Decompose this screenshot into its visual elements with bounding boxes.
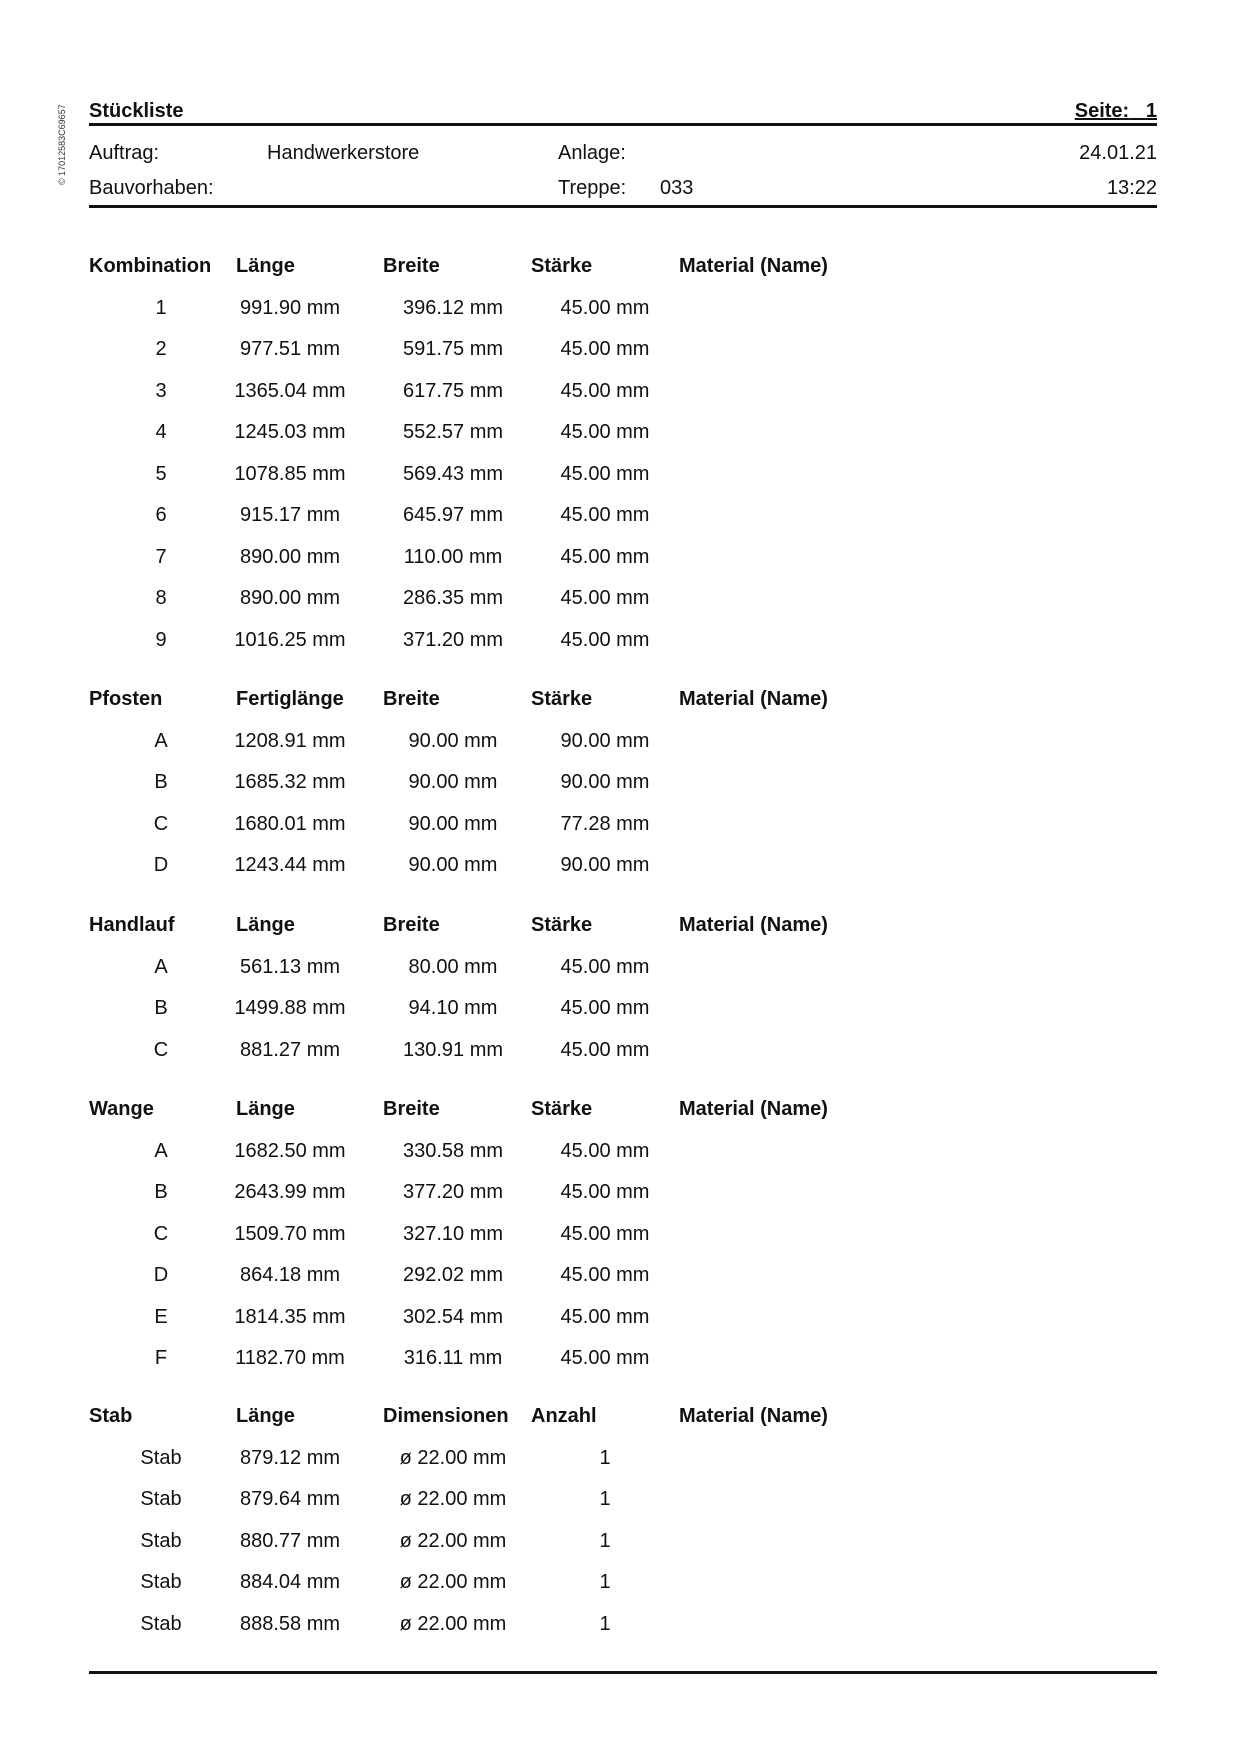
table-cell: ø 22.00 mm xyxy=(399,1446,507,1469)
treppe-value: 033 xyxy=(660,177,694,199)
date: 24.01.21 xyxy=(1079,142,1157,164)
table-cell: 6 xyxy=(155,504,167,526)
table-cell: B xyxy=(154,997,168,1019)
table-cell: 4 xyxy=(155,421,167,443)
table-cell: 45.00 mm xyxy=(560,1347,650,1369)
column-header: Breite xyxy=(383,255,440,277)
table-cell: C xyxy=(153,1222,169,1245)
table-cell: 45.00 mm xyxy=(560,545,650,568)
column-header: Material (Name) xyxy=(679,914,828,936)
table-cell: 1509.70 mm xyxy=(234,1222,346,1245)
table-cell: ø 22.00 mm xyxy=(399,1571,507,1593)
column-header: Stab xyxy=(89,1405,133,1427)
anlage-label: Anlage: xyxy=(558,142,626,164)
table-cell: 90.00 mm xyxy=(408,771,498,793)
table-cell: Stab xyxy=(140,1529,182,1552)
info-row-2 xyxy=(89,177,1157,201)
table-cell: 1814.35 mm xyxy=(234,1305,346,1328)
column-header: Material (Name) xyxy=(679,255,828,277)
table-row xyxy=(89,297,1157,339)
table-row xyxy=(89,1530,1157,1572)
document-title: Stückliste xyxy=(89,100,184,122)
table-cell: 327.10 mm xyxy=(402,1222,504,1245)
column-header: Material (Name) xyxy=(679,1405,828,1427)
table-cell: 45.00 mm xyxy=(560,421,650,443)
table-cell: 561.13 mm xyxy=(239,955,341,978)
section-handlauf xyxy=(89,914,1157,1080)
table-cell: 90.00 mm xyxy=(408,854,498,876)
table-row xyxy=(89,1613,1157,1655)
table-cell: 552.57 mm xyxy=(402,421,504,443)
column-header: Pfosten xyxy=(89,688,163,710)
table-cell: 2 xyxy=(155,338,167,360)
column-header: Länge xyxy=(236,914,295,936)
table-cell: 881.27 mm xyxy=(239,1038,341,1061)
table-cell: 977.51 mm xyxy=(239,338,341,360)
column-header: Breite xyxy=(383,1098,440,1120)
table-row xyxy=(89,1264,1157,1306)
column-header: Wange xyxy=(89,1098,154,1120)
table-cell: 45.00 mm xyxy=(560,296,650,319)
table-cell: 1 xyxy=(599,1571,611,1593)
table-row xyxy=(89,546,1157,588)
column-header: Breite xyxy=(383,688,440,710)
table-cell: Stab xyxy=(140,1571,182,1593)
table-cell: 888.58 mm xyxy=(239,1612,341,1635)
table-cell: 80.00 mm xyxy=(408,955,498,978)
table-cell: A xyxy=(154,1139,168,1162)
section-header-row xyxy=(89,914,1157,956)
table-row xyxy=(89,956,1157,998)
header-bottom-rule xyxy=(89,205,1157,208)
table-cell: 377.20 mm xyxy=(402,1181,504,1203)
info-row-1 xyxy=(89,142,1157,166)
table-cell: 1685.32 mm xyxy=(234,771,346,793)
column-header: Länge xyxy=(236,1405,295,1427)
table-cell: B xyxy=(154,1181,168,1203)
table-cell: 879.64 mm xyxy=(239,1488,341,1510)
table-cell: 1243.44 mm xyxy=(234,854,346,876)
section-header-row xyxy=(89,688,1157,730)
table-cell: E xyxy=(154,1305,168,1328)
column-header: Material (Name) xyxy=(679,1098,828,1120)
table-row xyxy=(89,1447,1157,1489)
table-cell: A xyxy=(154,729,168,752)
table-cell: 645.97 mm xyxy=(402,504,504,526)
table-cell: 90.00 mm xyxy=(560,854,650,876)
table-cell: 991.90 mm xyxy=(239,296,341,319)
table-cell: 90.00 mm xyxy=(560,729,650,752)
table-cell: 864.18 mm xyxy=(239,1264,341,1286)
table-cell: B xyxy=(154,771,168,793)
table-cell: 1245.03 mm xyxy=(234,421,346,443)
table-cell: 316.11 mm xyxy=(403,1347,503,1369)
table-cell: 879.12 mm xyxy=(239,1446,341,1469)
table-cell: 45.00 mm xyxy=(560,1305,650,1328)
table-cell: 45.00 mm xyxy=(560,462,650,485)
table-cell: 45.00 mm xyxy=(560,587,650,609)
table-row xyxy=(89,1223,1157,1265)
section-header-row xyxy=(89,1098,1157,1140)
page-label: Seite: xyxy=(1074,100,1130,122)
table-row xyxy=(89,587,1157,629)
auftrag-value: Handwerkerstore xyxy=(267,142,420,164)
table-row xyxy=(89,629,1157,671)
table-cell: 1680.01 mm xyxy=(234,812,346,835)
column-header: Anzahl xyxy=(531,1405,597,1427)
table-cell: 1078.85 mm xyxy=(234,462,346,485)
section-header-row xyxy=(89,1405,1157,1447)
table-cell: 90.00 mm xyxy=(408,812,498,835)
table-row xyxy=(89,1306,1157,1348)
table-cell: 371.20 mm xyxy=(402,628,504,651)
column-header: Länge xyxy=(236,1098,295,1120)
table-cell: C xyxy=(153,812,169,835)
page-indicator xyxy=(1075,100,1157,123)
table-cell: 45.00 mm xyxy=(560,1038,650,1061)
table-cell: 7 xyxy=(155,545,167,568)
table-cell: 130.91 mm xyxy=(402,1038,504,1061)
table-cell: 2643.99 mm xyxy=(234,1181,346,1203)
column-header: Breite xyxy=(383,914,440,936)
table-cell: 1 xyxy=(155,296,167,319)
column-header: Stärke xyxy=(531,255,593,277)
treppe-label: Treppe: xyxy=(558,177,627,199)
section-wange xyxy=(89,1098,1157,1389)
table-cell: 9 xyxy=(155,628,167,651)
bauvorhaben-label: Bauvorhaben: xyxy=(89,177,214,199)
table-cell: 45.00 mm xyxy=(560,997,650,1019)
table-cell: 286.35 mm xyxy=(402,587,504,609)
table-cell: 45.00 mm xyxy=(560,338,650,360)
auftrag-label: Auftrag: xyxy=(89,142,160,164)
table-cell: 45.00 mm xyxy=(560,1264,650,1286)
table-cell: C xyxy=(153,1038,169,1061)
time: 13:22 xyxy=(1106,177,1157,199)
title-row xyxy=(89,100,1157,124)
document-code: © 17012583C69657 xyxy=(57,104,67,185)
table-row xyxy=(89,1571,1157,1613)
table-cell: 330.58 mm xyxy=(402,1139,504,1162)
table-cell: Stab xyxy=(140,1612,182,1635)
column-header: Stärke xyxy=(531,914,593,936)
table-row xyxy=(89,421,1157,463)
table-cell: 1499.88 mm xyxy=(234,997,346,1019)
table-row xyxy=(89,854,1157,896)
table-row xyxy=(89,1039,1157,1081)
section-header-row xyxy=(89,255,1157,297)
column-header: Dimensionen xyxy=(383,1405,509,1427)
table-cell: 1 xyxy=(599,1488,611,1510)
table-cell: 396.12 mm xyxy=(402,296,504,319)
table-row xyxy=(89,504,1157,546)
table-cell: 1365.04 mm xyxy=(234,379,346,402)
table-cell: Stab xyxy=(140,1488,182,1510)
table-cell: 1682.50 mm xyxy=(234,1139,346,1162)
table-cell: 880.77 mm xyxy=(239,1529,341,1552)
table-row xyxy=(89,1140,1157,1182)
column-header: Fertiglänge xyxy=(236,688,344,710)
header-top-rule xyxy=(89,123,1157,126)
table-row xyxy=(89,771,1157,813)
table-row xyxy=(89,1488,1157,1530)
table-cell: ø 22.00 mm xyxy=(399,1488,507,1510)
column-header: Material (Name) xyxy=(679,688,828,710)
table-cell: 90.00 mm xyxy=(408,729,498,752)
table-cell: 1016.25 mm xyxy=(234,628,346,651)
table-cell: 45.00 mm xyxy=(560,955,650,978)
table-cell: 884.04 mm xyxy=(239,1571,341,1593)
table-cell: 45.00 mm xyxy=(560,1139,650,1162)
column-header: Stärke xyxy=(531,1098,593,1120)
table-cell: 45.00 mm xyxy=(560,504,650,526)
table-cell: A xyxy=(154,955,168,978)
section-pfosten xyxy=(89,688,1157,896)
table-cell: 1182.70 mm xyxy=(235,1347,345,1369)
table-row xyxy=(89,338,1157,380)
table-cell: 45.00 mm xyxy=(560,1181,650,1203)
table-cell: 617.75 mm xyxy=(402,379,504,402)
table-cell: 292.02 mm xyxy=(402,1264,504,1286)
table-cell: ø 22.00 mm xyxy=(399,1612,507,1635)
table-row xyxy=(89,1347,1157,1389)
table-cell: 915.17 mm xyxy=(239,504,341,526)
footer-rule xyxy=(89,1671,1157,1674)
column-header: Stärke xyxy=(531,688,593,710)
table-cell: D xyxy=(153,1264,169,1286)
table-cell: 77.28 mm xyxy=(560,812,650,835)
page-number: 1 xyxy=(1145,100,1157,122)
column-header: Länge xyxy=(236,255,295,277)
table-row xyxy=(89,813,1157,855)
table-cell: 94.10 mm xyxy=(408,997,498,1019)
table-cell: 1208.91 mm xyxy=(234,729,346,752)
table-cell: 1 xyxy=(599,1529,611,1552)
table-cell: F xyxy=(154,1347,168,1369)
table-row xyxy=(89,1181,1157,1223)
table-cell: 890.00 mm xyxy=(239,545,341,568)
table-cell: 90.00 mm xyxy=(560,771,650,793)
table-cell: D xyxy=(153,854,169,876)
table-cell: 569.43 mm xyxy=(402,462,504,485)
table-cell: ø 22.00 mm xyxy=(399,1529,507,1552)
table-cell: 45.00 mm xyxy=(560,379,650,402)
column-header: Handlauf xyxy=(89,914,175,936)
table-cell: 890.00 mm xyxy=(239,587,341,609)
table-cell: 591.75 mm xyxy=(402,338,504,360)
table-cell: 8 xyxy=(155,587,167,609)
table-cell: 110.00 mm xyxy=(403,545,503,568)
table-row xyxy=(89,380,1157,422)
section-kombination xyxy=(89,255,1157,670)
table-cell: 1 xyxy=(599,1612,611,1635)
table-cell: 45.00 mm xyxy=(560,628,650,651)
column-header: Kombination xyxy=(89,255,212,277)
table-cell: 5 xyxy=(155,462,167,485)
table-cell: 1 xyxy=(599,1446,611,1469)
table-row xyxy=(89,463,1157,505)
table-row xyxy=(89,997,1157,1039)
table-cell: Stab xyxy=(140,1446,182,1469)
table-cell: 3 xyxy=(155,379,167,402)
table-cell: 302.54 mm xyxy=(402,1305,504,1328)
table-row xyxy=(89,730,1157,772)
section-stab xyxy=(89,1405,1157,1654)
table-cell: 45.00 mm xyxy=(560,1222,650,1245)
